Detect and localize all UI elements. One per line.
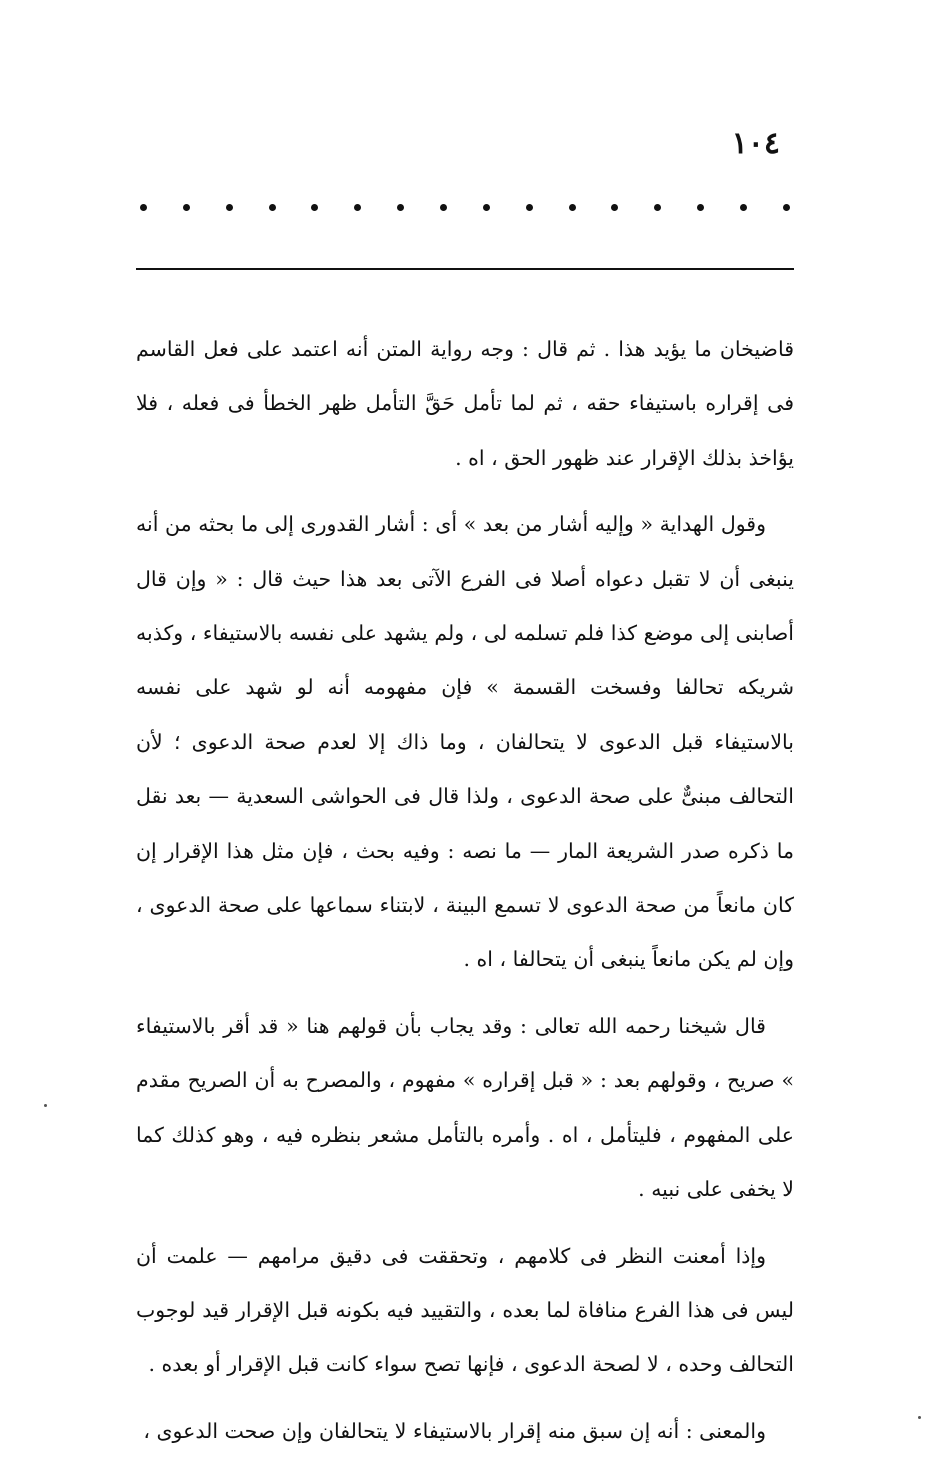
ellipsis-dot [440,204,447,211]
ellipsis-dot [483,204,490,211]
ellipsis-dot [140,204,147,211]
ellipsis-dot [697,204,704,211]
ellipsis-dot [183,204,190,211]
ellipsis-dot [783,204,790,211]
ellipsis-dot [569,204,576,211]
page-number: ١٠٤ [731,126,780,161]
ellipsis-dot [354,204,361,211]
paragraph: قال شيخنا رحمه الله تعالى : وقد يجاب بأن قولهم هنا « قد أقر بالاستيفاء » صريح ، وقولهم بعد : « قبل إقراره » مفهوم ، والمصرح به أن الصريح مقدم على المفهوم ، فليتأمل ، اه . وأمره بالتأمل مشعر بنظره فيه ، وهو كذلك كما لا يخفى على نبيه . [136,1013,794,1202]
ellipsis-dot [397,204,404,211]
ellipsis-dot [654,204,661,211]
scan-speck [918,1416,921,1419]
ellipsis-dot-row [140,204,790,211]
header-rule [136,268,794,270]
paragraph: قاضيخان ما يؤيد هذا . ثم قال : وجه رواية المتن أنه اعتمد على فعل القاسم فى إقراره باستيفاء حقه ، ثم لما تأمل حَقَّ التأمل ظهر الخطأ فى فعله ، فلا يؤاخذ بذلك الإقرار عند ظهور الحق ، اه . [136,337,794,470]
paragraph: وقول الهداية « وإليه أشار من بعد » أى : أشار القدورى إلى ما بحثه من أنه ينبغى أن لا تقبل دعواه أصلا فى الفرع الآتى بعد هذا حيث قال : « وإن قال أصابنى إلى موضع كذا فلم تسلمه لى ، ولم يشهد على نفسه بالاستيفاء ، وكذبه شريكه تحالفا وفسخت القسمة » فإن مفهومه أنه لو شهد على نفسه بالاستيفاء قبل الدعوى لا يتحالفان ، وما ذاك إلا لعدم صحة الدعوى ؛ لأن التحالف مبنىٌّ على صحة الدعوى ، ولذا قال فى الحواشى السعدية — بعد نقل ما ذكره صدر الشريعة المار — ما نصه : وفيه بحث ، فإن مثل هذا الإقرار إن كان مانعاً من صحة الدعوى لا تسمع البينة ، لابتناء سماعها على صحة الدعوى ، وإن لم يكن مانعاً ينبغى أن يتحالفا ، اه . [136,512,794,972]
ellipsis-dot [269,204,276,211]
ellipsis-dot [311,204,318,211]
paragraph: وإذا أمعنت النظر فى كلامهم ، وتحققت فى دقيق مرامهم — علمت أن ليس فى هذا الفرع منافاة لما بعده ، والتقييد فيه بكونه قبل الإقرار قيد لوجوب التحالف وحده ، لا لصحة الدعوى ، فإنها تصح سواء كانت قبل الإقرار أو بعده . [136,1243,794,1377]
paragraph: والمعنى : أنه إن سبق منه إقرار بالاستيفاء لا يتحالفان وإن صحت الدعوى ، [143,1418,766,1443]
ellipsis-dot [740,204,747,211]
ellipsis-dot [226,204,233,211]
body-text [136,322,794,1470]
ellipsis-dot [611,204,618,211]
ellipsis-dot [526,204,533,211]
scan-speck [44,1104,47,1107]
